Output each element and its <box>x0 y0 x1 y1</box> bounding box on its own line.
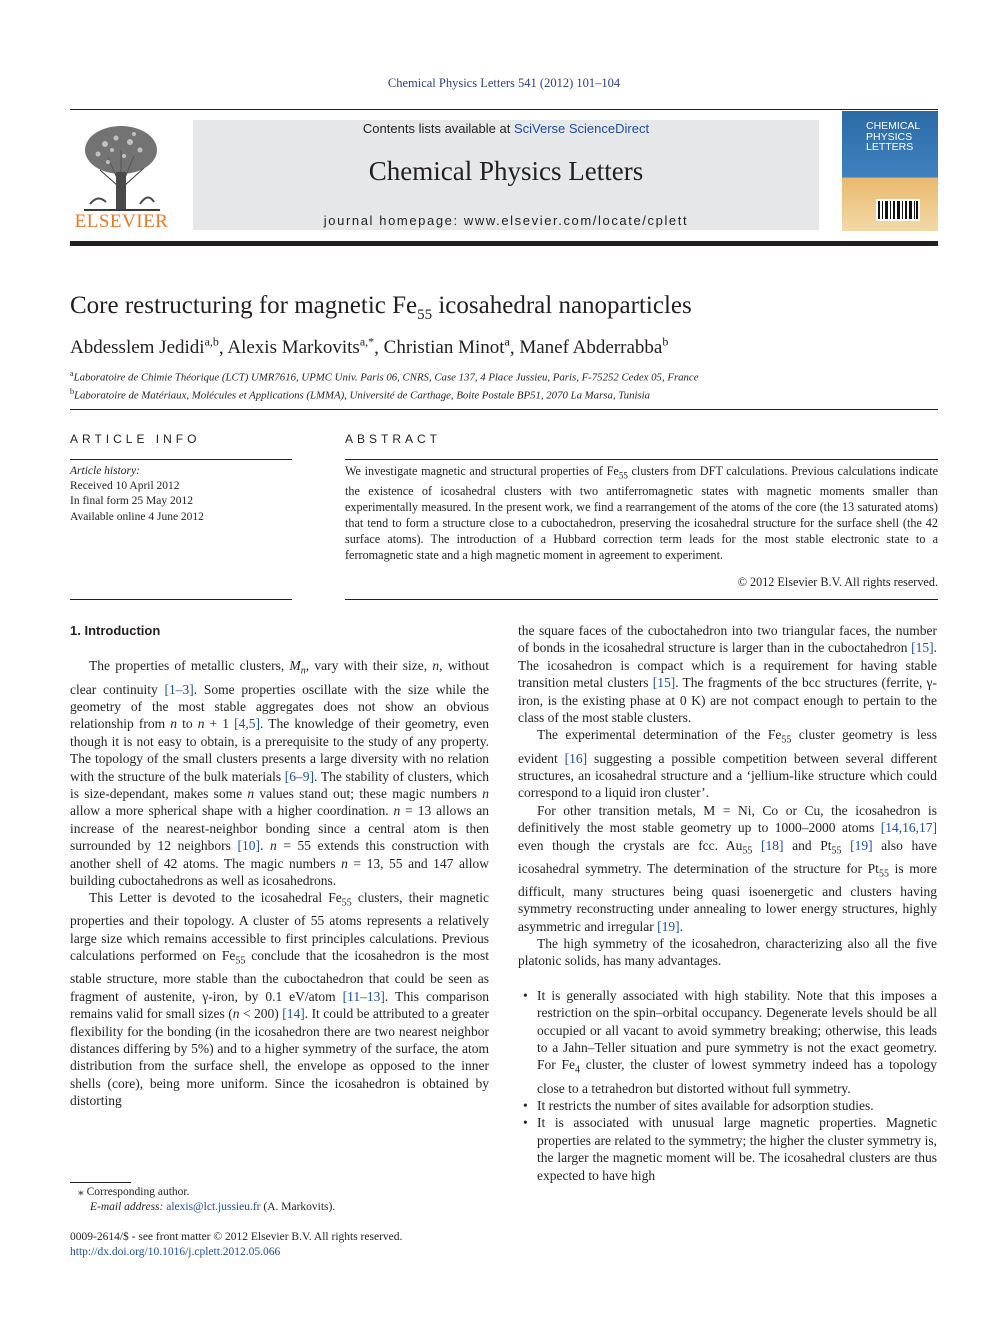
subscript: 55 <box>878 868 889 880</box>
bullet-item <box>537 987 937 1097</box>
author-affil-mark: a <box>504 335 510 349</box>
body-text: . The stability of clusters, which is size-dependant, makes some <box>70 768 489 801</box>
body-text <box>841 838 850 853</box>
corresponding-label: Corresponding author. <box>83 1186 190 1198</box>
body-paragraph <box>518 802 937 935</box>
title-text: icosahedral nanoparticles <box>432 292 692 319</box>
paragraph-group <box>518 622 937 970</box>
author[interactable] <box>227 337 374 358</box>
body-text: The properties of metallic clusters, <box>89 658 290 674</box>
body-column-right <box>518 622 937 1184</box>
body-text <box>752 838 761 853</box>
affiliation-text: Laboratoire de Chimie Théorique (LCT) UMR7616, UPMC Univ. Paris 06, CNRS, Case 137, 4 Place Jussieu, Paris, F-75252 Cedex 05, France <box>73 371 699 384</box>
body-text: , without clear continuity <box>70 658 489 697</box>
barcode-icon <box>876 199 920 221</box>
author-name: Manef Abderrabba <box>519 337 663 359</box>
body-text: clusters, their magnetic properties and their topology. A cluster of 55 atoms represents a relatively large size which remains accessible to first principles calculations. Previous calculations performed on Fe <box>70 890 489 964</box>
body-text: It restricts the number of sites available for adsorption studies. <box>537 1097 874 1113</box>
citation-link[interactable]: [6–9] <box>284 768 315 784</box>
history-date: Available online 4 June 2012 <box>70 510 204 523</box>
body-text: . The knowledge of their geometry, even though it is not easy to obtain, is a prerequisite to the study of any property. The topology of the small clusters presents a large diversity with no relation with the structure of the bulk materials <box>70 716 489 784</box>
body-text: . The fragments of the bcc structures (ferrite, γ-iron, is the existing phase at 0 K) are not compact enough to pertain to the class of the most stable clusters. <box>518 675 937 726</box>
citation-link[interactable]: [16] <box>564 750 588 766</box>
body-text: . This comparison remains valid for small sizes ( <box>70 988 489 1022</box>
subscript: 55 <box>341 898 352 910</box>
cover-title <box>866 121 920 153</box>
body-text: The experimental determination of the Fe <box>537 727 782 743</box>
header-rule <box>70 109 938 110</box>
body-text: n <box>247 785 255 801</box>
history-date: In final form 25 May 2012 <box>70 495 193 508</box>
citation-link[interactable]: [4,5] <box>234 716 261 732</box>
body-text: = 13, 55 and 147 allow building cuboctahedrons as well as icosahedrons. <box>70 855 489 888</box>
cover-title-line: CHEMICAL <box>866 120 921 132</box>
body-text: = 13 allows an increase of the nearest-neighbor bonding since a central atom is then surrounded by 12 neighbors <box>70 803 490 854</box>
body-text: n <box>432 658 440 674</box>
bullet-item <box>537 1097 937 1114</box>
body-text: M <box>289 658 301 674</box>
body-text: . It could be attributed to a greater flexibility for the bonding (in the icosahedron there are two nearest neighbor distances differing by 5%) and to a higher symmetry of the surface, the atom distribution from the surface shell, the envelope as opposed to the inner shells (core), being more uniform. Since the icosahedron is obtained by distorting <box>70 1006 489 1109</box>
cover-title-line: PHYSICS <box>866 130 913 143</box>
body-text: . The icosahedron is compact which is a requirement for having stable transition metal clusters <box>518 640 937 691</box>
article-history <box>70 464 204 525</box>
body-paragraph <box>518 935 937 970</box>
journal-name[interactable]: Chemical Physics Letters <box>368 156 644 186</box>
citation-link[interactable]: [15] <box>911 640 934 656</box>
body-text: values stand out; these magic numbers <box>254 785 483 801</box>
citation-link[interactable]: [11–13] <box>342 988 385 1004</box>
subscript: 55 <box>235 955 246 967</box>
header-thick-rule <box>70 241 938 246</box>
elsevier-logo[interactable] <box>70 120 173 232</box>
email-line <box>90 1200 335 1215</box>
body-text: . Some properties oscillate with the size while the geometry of the most stable aggregates does not show an obvious relationship from <box>70 681 489 732</box>
subscript: n <box>300 666 306 678</box>
author-separator: , <box>218 337 228 359</box>
author-name: Abdesslem Jedidi <box>70 337 205 359</box>
journal-banner <box>193 120 819 230</box>
corresponding-author-note <box>70 1185 335 1200</box>
affiliation-mark: a <box>70 369 74 378</box>
article-info-heading: ARTICLE INFO <box>70 432 201 446</box>
body-text: This Letter is devoted to the icosahedral Fe <box>89 890 342 906</box>
corresponding-mark: ⁎ <box>78 1186 84 1198</box>
body-column-left <box>70 622 489 1110</box>
history-date: Received 10 April 2012 <box>70 480 180 493</box>
body-text: n <box>232 1006 240 1022</box>
front-matter <box>70 1230 402 1260</box>
body-text: even though the crystals are fcc. Au <box>518 837 743 853</box>
history-label: Article history: <box>70 465 140 477</box>
abstract-text <box>345 463 938 563</box>
contents-line <box>193 121 819 136</box>
title-subscript: 55 <box>417 307 433 323</box>
body-paragraph <box>70 889 489 1109</box>
article-info-rule <box>70 459 292 460</box>
affiliation-rule <box>70 409 938 410</box>
contents-prefix: Contents lists available at <box>362 121 514 136</box>
author-name: Christian Minot <box>383 337 505 359</box>
journal-citation[interactable]: Chemical Physics Letters 541 (2012) 101–104 <box>387 76 621 90</box>
citation-link[interactable]: [1–3] <box>164 681 194 697</box>
body-text: n <box>197 716 205 732</box>
abstract-rule <box>345 599 938 600</box>
affiliation-mark: b <box>70 387 74 397</box>
section-heading: 1. Introduction <box>70 623 161 638</box>
abstract-text-part: We investigate magnetic and structural properties of Fe <box>345 464 619 478</box>
body-text: allow a more spherical shape with a higher coordination. <box>70 803 394 819</box>
cover-title-line: LETTERS <box>866 141 914 153</box>
body-text: . <box>679 918 683 934</box>
abstract-subscript: 55 <box>618 470 628 481</box>
author[interactable] <box>519 337 668 358</box>
subscript: 55 <box>742 845 753 857</box>
abstract-copyright: © 2012 Elsevier B.V. All rights reserved. <box>737 575 938 589</box>
affiliation <box>70 367 699 385</box>
author-affil-mark: a,b <box>204 335 219 349</box>
email-link[interactable]: alexis@lct.jussieu.fr <box>166 1201 261 1213</box>
article-info-rule <box>70 599 292 600</box>
body-text: is more difficult, many structures being quasi isoenergetic and clusters having symmetry reconstructing under annealing to lower energy structures, highly asymmetric and irregular <box>518 860 937 934</box>
body-paragraph <box>518 726 937 801</box>
citation-link[interactable]: [10] <box>237 838 260 854</box>
body-text: cluster, the cluster of lowest symmetry indeed has a topology close to a tetrahedron but distorted without full symmetry. <box>537 1057 937 1096</box>
subscript: 4 <box>574 1065 580 1077</box>
author-name: Alexis Markovits <box>227 337 360 359</box>
journal-homepage[interactable]: journal homepage: www.elsevier.com/locate/cplett <box>323 213 689 228</box>
body-text: = 55 extends this construction with another shell of 42 atoms. The magic numbers <box>70 838 490 871</box>
citation-link[interactable]: [15] <box>652 675 676 691</box>
article-title <box>70 292 692 324</box>
abstract-rule <box>345 459 938 460</box>
cover-barcode <box>876 199 920 221</box>
body-text: < 200) <box>239 1006 283 1022</box>
author-separator: , <box>374 337 384 359</box>
body-text: the square faces of the cuboctahedron into two triangular faces, the number of bonds in the icosahedral structure is larger than in the cuboctahedron <box>518 623 937 656</box>
citation-link[interactable]: [19] <box>850 837 873 853</box>
body-text: to <box>176 716 198 732</box>
body-text: conclude that the icosahedron is the most stable structure, more stable than the cuboctahedron that could be seen as fragment of austenite, γ-iron, by 0.1 eV/atom <box>70 948 489 1004</box>
abstract-heading: ABSTRACT <box>345 432 442 446</box>
title-text: Core restructuring for magnetic Fe <box>70 292 418 319</box>
body-paragraph <box>70 657 489 889</box>
citation-link[interactable]: [14] <box>282 1006 305 1022</box>
email-label: E-mail address: <box>90 1201 167 1213</box>
bullet-list <box>518 987 937 1184</box>
email-suffix: (A. Markovits). <box>260 1201 336 1213</box>
body-text: and Pt <box>783 837 832 853</box>
body-text: It is generally associated with high stability. Note that this imposes a restriction on the spin–orbital occupancy. Degenerate levels should be all occupied or all vacant to avoid symmetry breaking; otherwise, this leads to a Jahn–Teller situation and pure symmetry is not the exact geometry. For Fe <box>537 987 937 1073</box>
doi-link[interactable]: http://dx.doi.org/10.1016/j.cplett.2012.05.066 <box>70 1246 281 1258</box>
body-text: It is associated with unusual large magnetic properties. Magnetic properties are related to the symmetry; the higher the cluster symmetry is, the larger the magnetic moment will be. The icosahedral clusters are thus expected to have high <box>537 1115 937 1183</box>
footnote <box>70 1185 335 1215</box>
abstract-text-part: clusters from DFT calculations. Previous calculations indicate the existence of icosahedral clusters with two antiferromagnetic states with magnetic moments smaller than experimentally measured. In the present work, we find a rearrangement of the atoms of the core (the 13 saturated atoms) that tend to form a structure close to a cuboctahedron, preserving the icosahedral structure for the surface shell (the 42 surface atoms). The introduction of a Hubbard correction term leads for the most stable electronic state to a ferromagnetic state and a high magnetic moment in agreement to experiment. <box>345 464 938 563</box>
affiliation <box>70 385 699 403</box>
body-text: + 1 <box>204 716 235 732</box>
affiliations <box>70 367 699 403</box>
author-affil-mark: b <box>662 335 669 349</box>
body-text: cluster geometry is less evident <box>518 727 937 766</box>
sciencedirect-link[interactable]: SciVerse ScienceDirect <box>513 121 650 136</box>
body-text: n <box>482 785 489 801</box>
body-text: n <box>341 855 348 871</box>
bullet-item <box>537 1114 937 1184</box>
author-separator: , <box>509 337 520 359</box>
author[interactable] <box>70 337 219 358</box>
body-text: n <box>393 803 401 819</box>
citation-link[interactable]: [14,16,17] <box>880 820 937 836</box>
author-affil-mark: a,* <box>359 335 375 349</box>
author[interactable] <box>384 337 510 358</box>
body-text: . <box>259 838 270 854</box>
issn-line: 0009-2614/$ - see front matter © 2012 Elsevier B.V. All rights reserved. <box>70 1231 403 1243</box>
body-paragraph <box>518 622 937 726</box>
paragraph-group <box>70 657 489 1109</box>
author-list <box>70 335 668 359</box>
body-text: For other transition metals, M = Ni, Co or Cu, the icosahedron is definitively the most stable geometry up to 1000–2000 atoms <box>518 802 937 836</box>
body-text: n <box>269 838 277 854</box>
subscript: 55 <box>781 735 792 747</box>
citation-link[interactable]: [18] <box>761 837 784 853</box>
body-text: The high symmetry of the icosahedron, characterizing also all the five platonic solids, has many advantages. <box>518 935 937 969</box>
body-text: n <box>170 716 177 732</box>
elsevier-wordmark: ELSEVIER <box>74 211 169 232</box>
citation-link[interactable]: [19] <box>657 918 680 934</box>
footnote-rule <box>70 1182 131 1183</box>
body-text: suggesting a possible competition between several different structures, an icosahedral structure and a ‘jellium-like structure which could correspond to a liquid iron cluster’. <box>518 750 937 801</box>
journal-cover-thumbnail[interactable] <box>842 111 938 231</box>
body-text: also have icosahedral symmetry. The determination of the structure for Pt <box>518 837 938 876</box>
subscript: 55 <box>831 845 842 857</box>
body-text: , vary with their size, <box>305 658 433 674</box>
affiliation-text: Laboratoire de Matériaux, Molécules et Applications (LMMA), Université de Carthage, Boite Postale BP51, 2070 La Marsa, Tunisia <box>74 389 651 402</box>
